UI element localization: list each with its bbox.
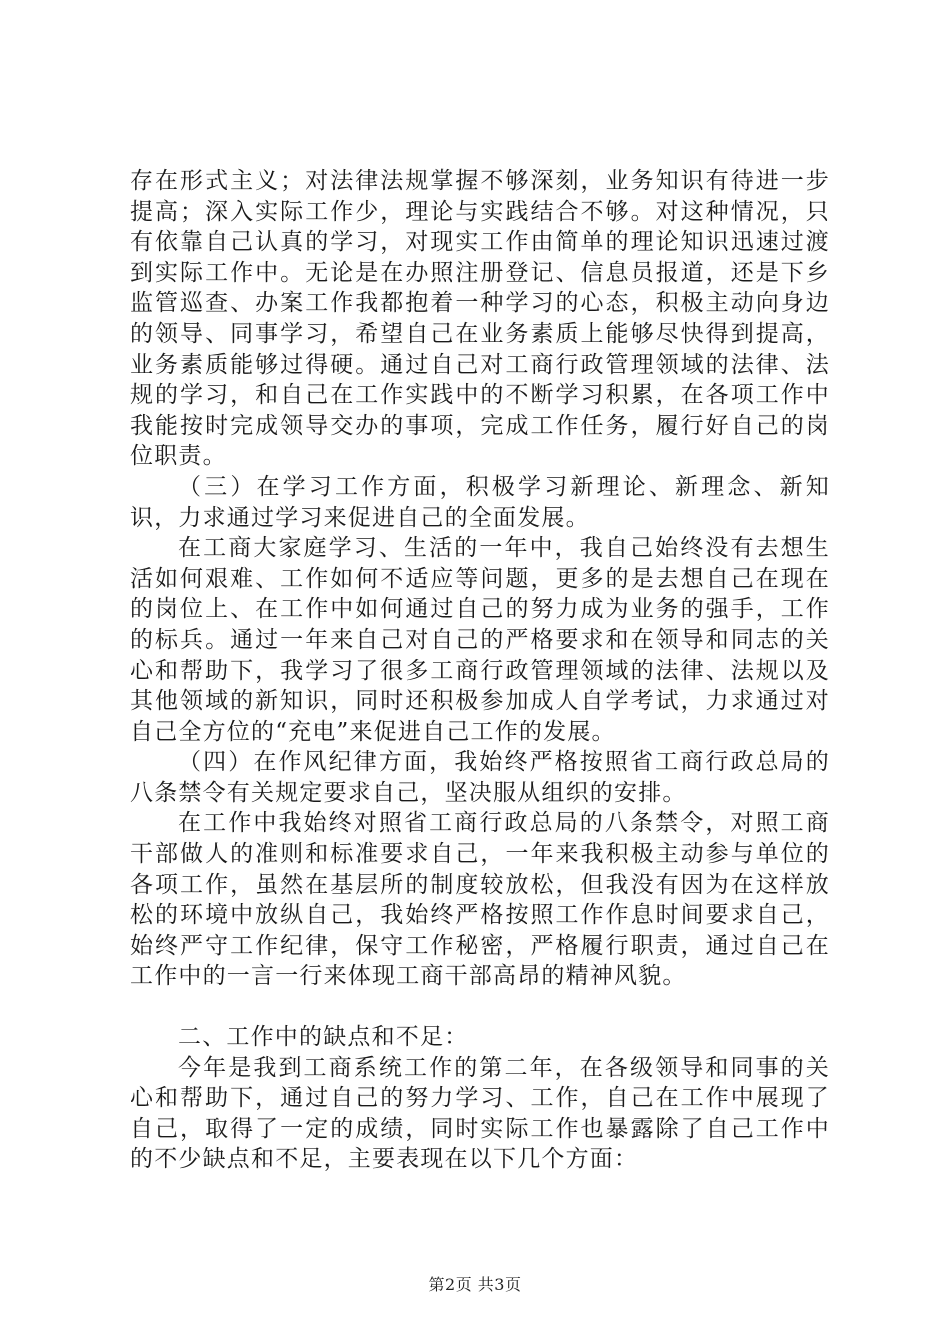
paragraph-study: 在工商大家庭学习、生活的一年中，我自己始终没有去想生活如何艰难、工作如何不适应等问题，更多的是去想自己在现在的岗位上、在工作中如何通过自己的努力成为业务的强手，工作的标兵。通过一年来自己对自己的严格要求和在领导和同志的关心和帮助下，我学习了很多工商行政管理领域的法律、法规以及其他领域的新知识，同时还积极参加成人自学考试，力求通过对自己全方位的“充电”来促进自己工作的发展。 [130, 535, 830, 745]
paragraph-discipline: 在工作中我始终对照省工商行政总局的八条禁令，对照工商干部做人的准则和标准要求自己，一年来我积极主动参与单位的各项工作，虽然在基层所的制度较放松，但我没有因为在这样放松的环境中放纵自己，我始终严格按照工作作息时间要求自己，始终严守工作纪律，保守工作秘密，严格履行职责，通过自己在工作中的一言一行来体现工商干部高昂的精神风貌。 [130, 810, 830, 990]
page-number-footer: 第2页 共3页 [428, 1275, 522, 1294]
paragraph-continuation: 存在形式主义；对法律法规掌握不够深刻，业务知识有待进一步提高；深入实际工作少，理论与实践结合不够。对这种情况，只有依靠自己认真的学习，对现实工作由简单的理论知识迅速过渡到实际工作中。无论是在办照注册登记、信息员报道，还是下乡监管巡查、办案工作我都抱着一种学习的心态，积极主动向身边的领导、同事学习，希望自己在业务素质上能够尽快得到提高，业务素质能够过得硬。通过自己对工商行政管理领域的法律、法规的学习，和自己在工作实践中的不断学习积累，在各项工作中我能按时完成领导交办的事项，完成工作任务，履行好自己的岗位职责。 [130, 168, 830, 470]
document-body [130, 166, 830, 1175]
section-heading-4: （四）在作风纪律方面，我始终严格按照省工商行政总局的八条禁令有关规定要求自己，坚决服从组织的安排。 [130, 749, 830, 806]
section-heading-3: （三）在学习工作方面，积极学习新理论、新理念、新知识，力求通过学习来促进自己的全面发展。 [130, 473, 830, 531]
section-heading-shortcomings: 二、工作中的缺点和不足： [178, 1024, 469, 1051]
paragraph-shortcomings: 今年是我到工商系统工作的第二年，在各级领导和同事的关心和帮助下，通过自己的努力学习、工作，自己在工作中展现了自己，取得了一定的成绩，同时实际工作也暴露除了自己工作中的不少缺点和不足，主要表现在以下几个方面： [130, 1054, 830, 1173]
